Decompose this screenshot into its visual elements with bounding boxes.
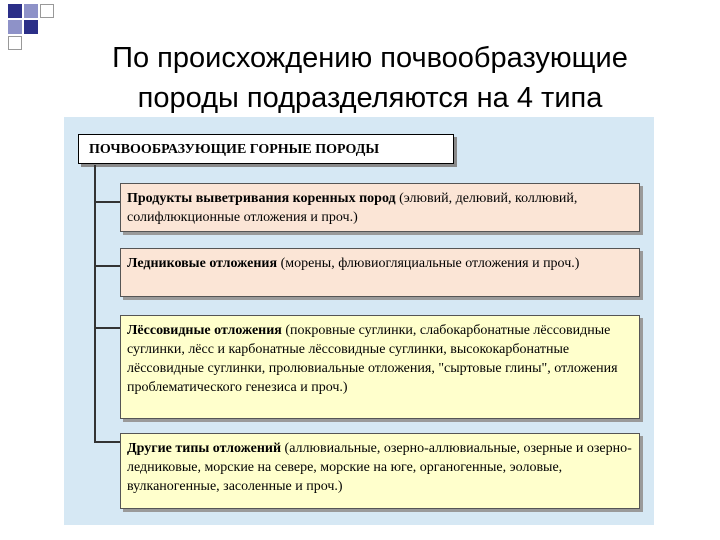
decor-square xyxy=(24,20,38,34)
category-title: Ледниковые отложения xyxy=(127,256,278,271)
slide-title-line2: породы подразделяются на 4 типа xyxy=(137,82,603,114)
slide-title-line1: По происхождению почвообразующие xyxy=(112,42,628,74)
category-box-other xyxy=(120,433,640,509)
category-box-weathering xyxy=(120,183,640,232)
decor-square xyxy=(8,4,22,18)
decor-square xyxy=(8,20,22,34)
category-description: (элювий, делювий, коллювий, солифлюкционные отложения и проч.) xyxy=(127,191,578,225)
category-description: (морены, флювиогляциальные отложения и проч.) xyxy=(277,256,580,271)
connector-trunk xyxy=(94,165,96,443)
decor-square xyxy=(40,4,54,18)
category-title: Продукты выветривания коренных пород xyxy=(127,191,396,206)
connector-branch xyxy=(94,441,120,443)
category-title: Другие типы отложений xyxy=(127,441,282,456)
diagram-panel xyxy=(64,117,654,525)
category-box-glacial xyxy=(120,248,640,297)
diagram-header: ПОЧВООБРАЗУЮЩИЕ ГОРНЫЕ ПОРОДЫ xyxy=(78,134,454,164)
decor-square xyxy=(24,4,38,18)
connector-branch xyxy=(94,201,120,203)
category-description: (покровные суглинки, слабокарбонатные лёссовидные суглинки, лёсс и карбонатные лёссовидные суглинки, высококарбонатные лёссовидные суглинки, пролювиальные отложения, "сыртовые глины", отложения проблематического генезиса и проч.) xyxy=(127,323,618,395)
category-description: (аллювиальные, озерно-аллювиальные, озерные и озерно-ледниковые, морские на севере, морские на юге, органогенные, эоловые, вулканогенные, засоленные и проч.) xyxy=(127,441,632,494)
connector-branch xyxy=(94,265,120,267)
connector-branch xyxy=(94,327,120,329)
slide-title xyxy=(40,38,700,118)
category-title: Лёссовидные отложения xyxy=(127,323,282,338)
category-box-loess xyxy=(120,315,640,419)
decor-square xyxy=(8,36,22,50)
